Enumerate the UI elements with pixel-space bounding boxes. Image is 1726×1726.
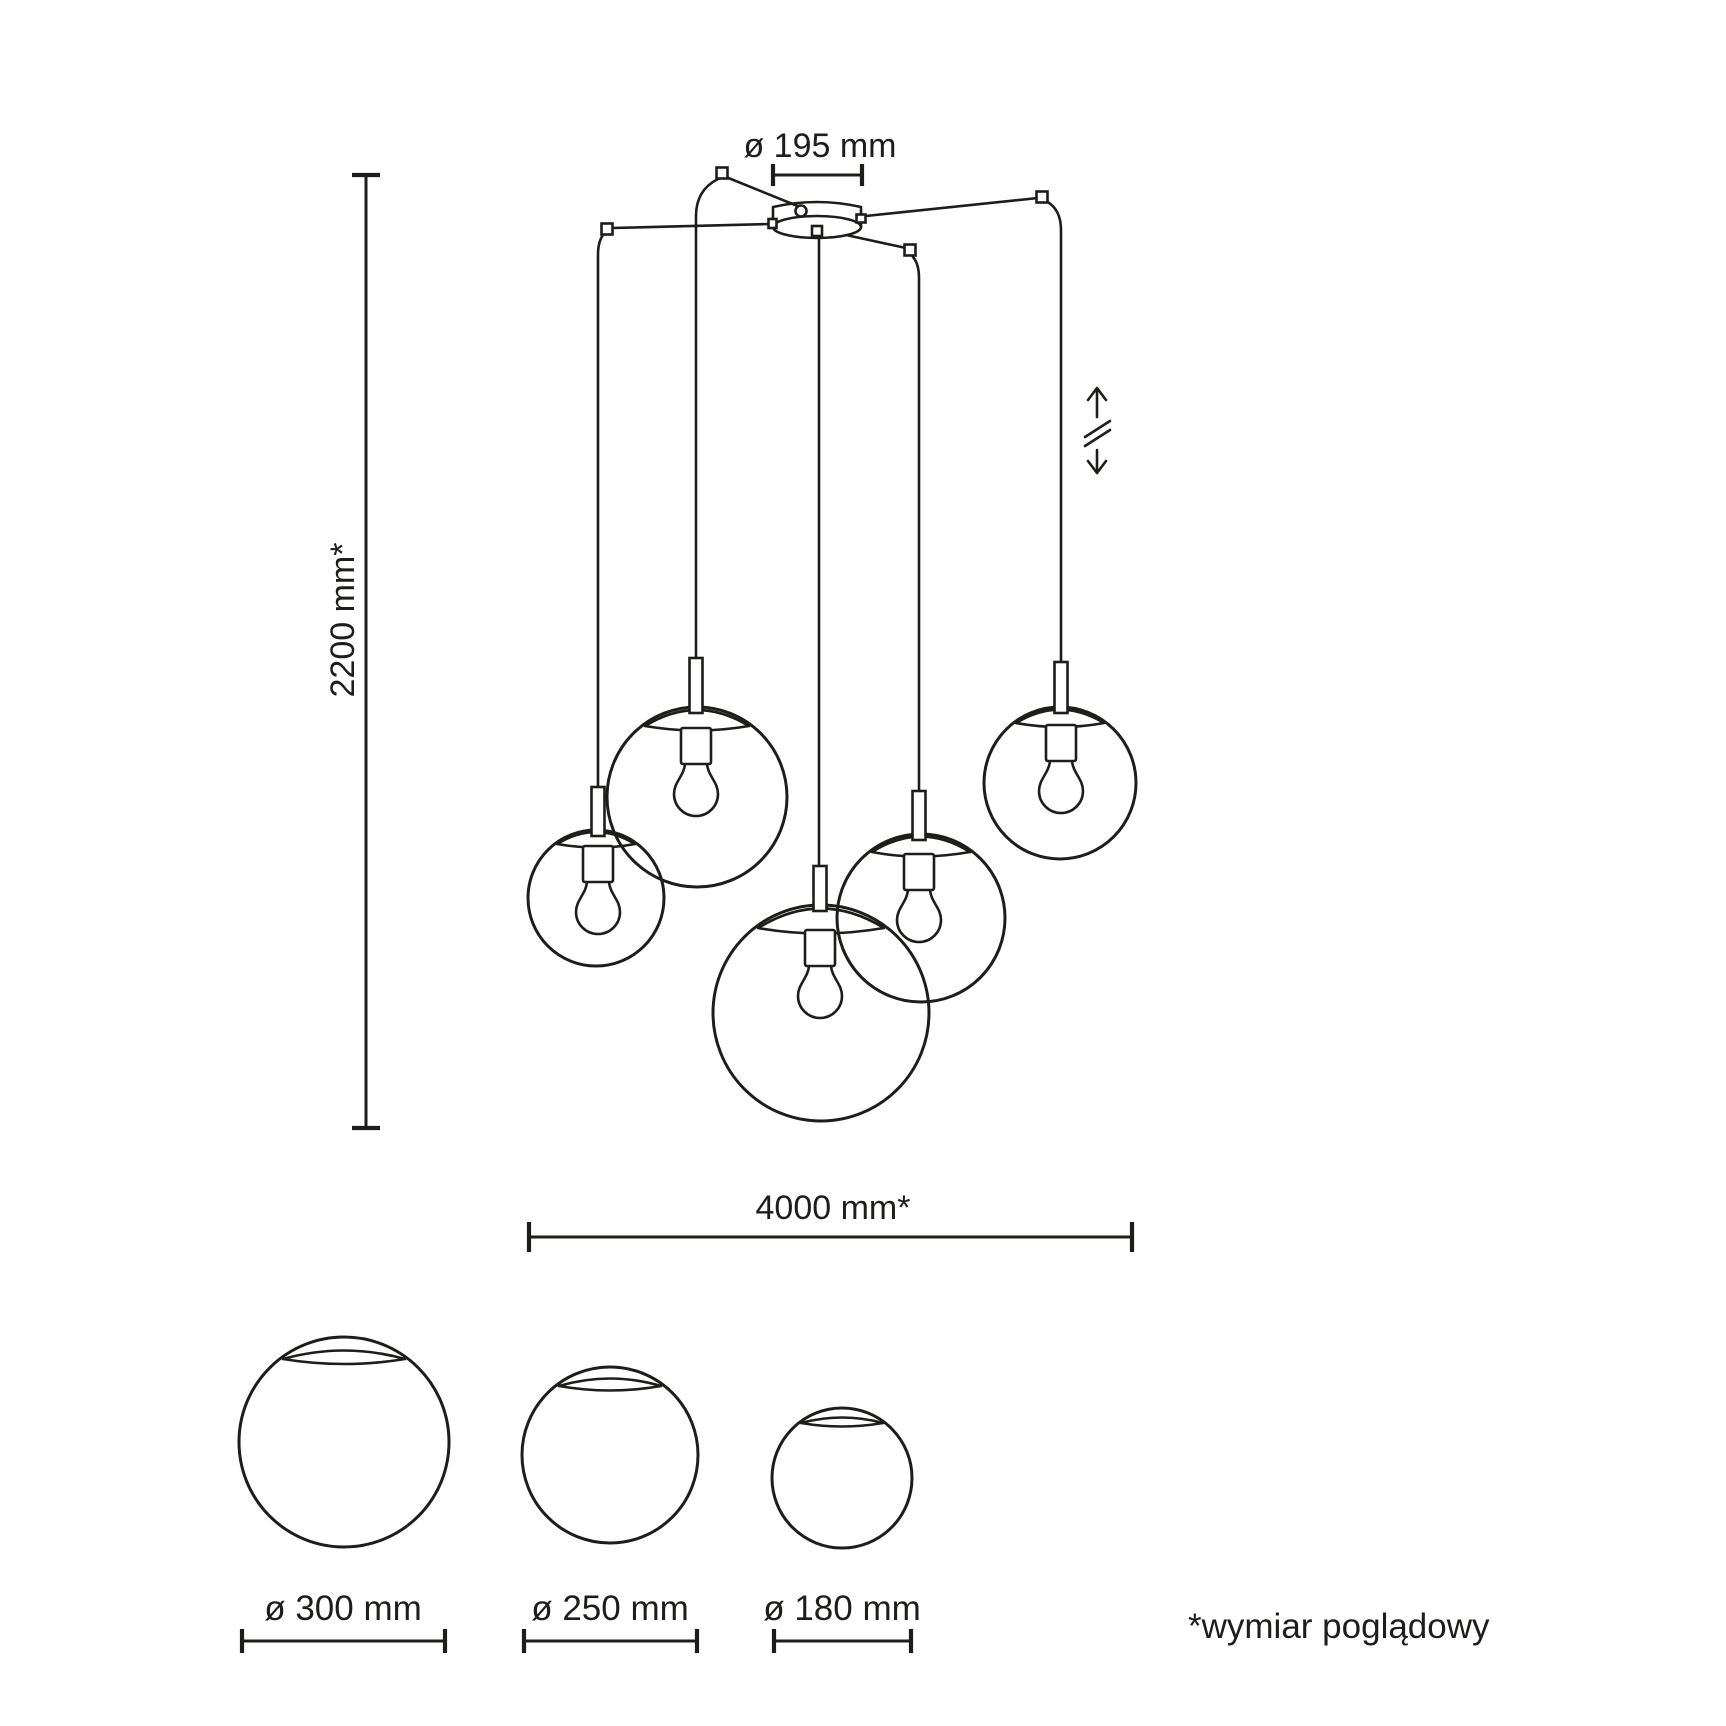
socket-tube <box>1055 662 1068 713</box>
shade-reference-small <box>763 1408 921 1653</box>
pendant-globe-small <box>528 787 664 966</box>
shade-large-label: ø 300 mm <box>264 1589 422 1628</box>
bulb-socket <box>805 930 835 966</box>
bulb-socket <box>904 854 934 890</box>
canopy-dimension-label: ø 195 mm <box>743 127 897 165</box>
bulb-socket <box>681 728 711 764</box>
canopy-hole <box>796 206 807 217</box>
socket-tube <box>814 866 827 911</box>
light-bulb <box>674 764 718 816</box>
height-dimension-label: 2200 mm* <box>324 542 362 698</box>
light-bulb <box>897 890 941 942</box>
shade-medium-label: ø 250 mm <box>531 1589 689 1628</box>
width-dimension <box>529 1189 1132 1252</box>
shade-reference-medium <box>522 1367 698 1653</box>
canopy-dimension <box>743 127 896 186</box>
light-bulb <box>576 882 620 934</box>
light-bulb <box>1039 761 1083 813</box>
pendant-globe-large <box>713 866 929 1121</box>
width-dimension-label: 4000 mm* <box>755 1189 911 1227</box>
bulb-socket <box>1046 725 1076 761</box>
cord-hook <box>717 168 728 179</box>
suspension-cords <box>598 168 1061 867</box>
bulb-socket <box>583 846 613 882</box>
pendant-globe-medium <box>607 658 787 887</box>
footnote-text: *wymiar poglądowy <box>1188 1607 1490 1646</box>
shade-small-label: ø 180 mm <box>763 1589 921 1628</box>
light-bulb <box>798 966 842 1018</box>
cord-hook <box>602 224 613 235</box>
ceiling-canopy <box>769 202 866 238</box>
cord-hook <box>1037 192 1048 203</box>
socket-tube <box>913 791 926 840</box>
cord-hook <box>905 245 916 256</box>
height-adjust-arrow <box>1085 388 1110 473</box>
shade-reference-large <box>239 1337 449 1653</box>
socket-tube <box>592 787 605 836</box>
socket-tube <box>690 658 703 713</box>
pendant-globe-right <box>984 662 1136 859</box>
height-dimension <box>324 175 380 1128</box>
